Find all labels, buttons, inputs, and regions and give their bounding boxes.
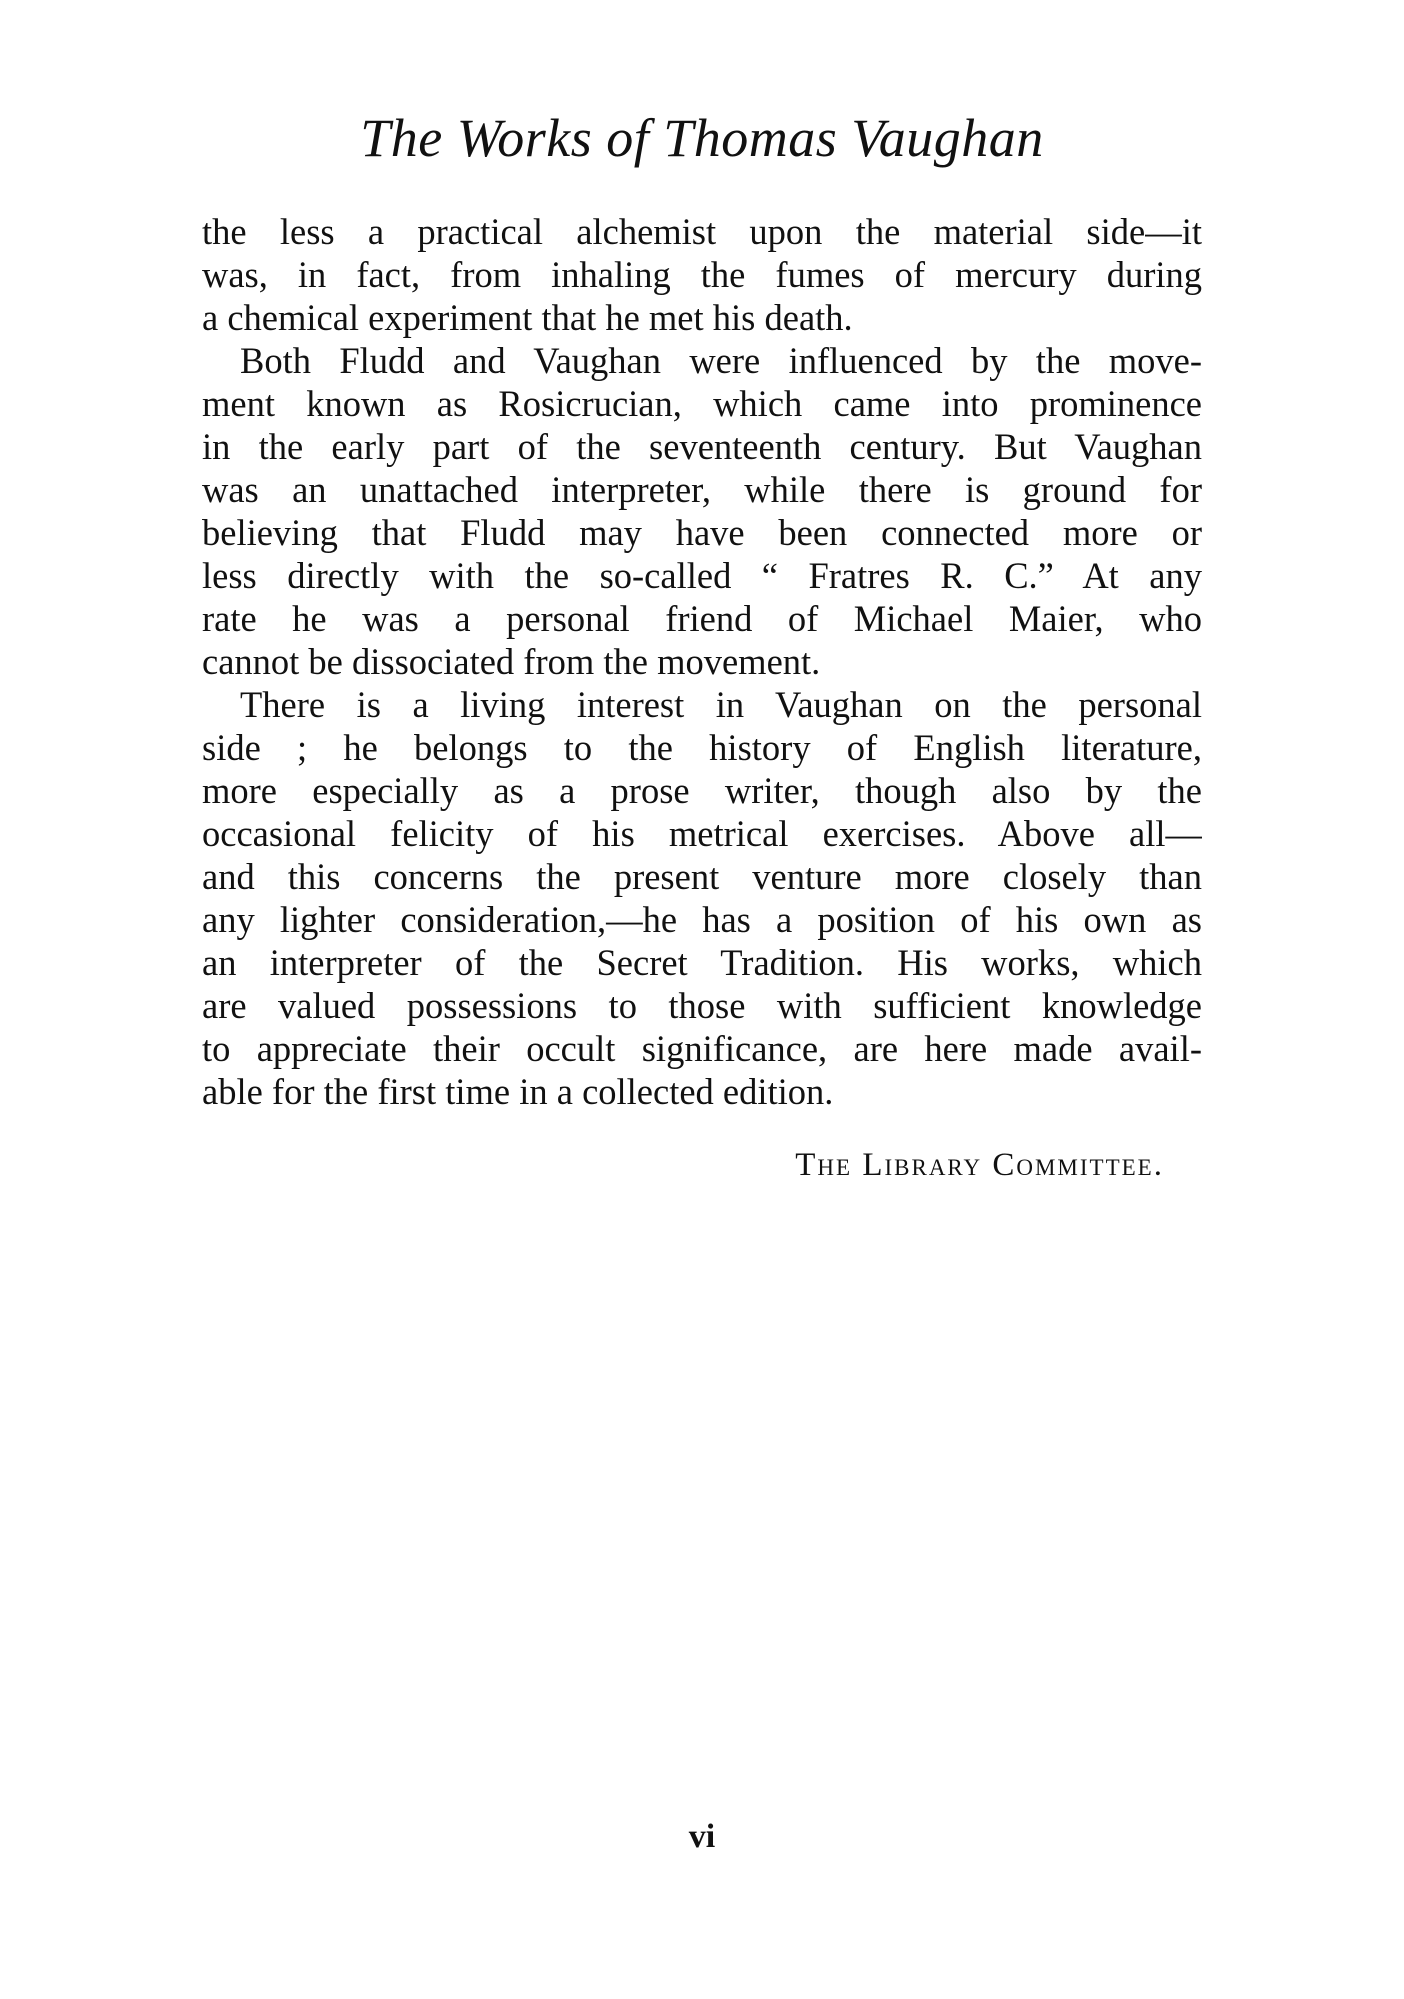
text-line: side ; he belongs to the history of English literature, (202, 727, 1202, 768)
text-line: to appreciate their occult significance, are here made avail- (202, 1028, 1202, 1069)
running-title: The Works of Thomas Vaughan (360, 108, 1044, 168)
text-line: was an unattached interpreter, while there is ground for (202, 469, 1202, 510)
text-line: occasional felicity of his metrical exercises. Above all— (202, 813, 1202, 854)
paragraph (202, 210, 1202, 339)
paragraph (202, 683, 1202, 1113)
text-line: any lighter consideration,—he has a position of his own as (202, 899, 1202, 940)
text-line: an interpreter of the Secret Tradition. His works, which (202, 942, 1202, 983)
text-line: and this concerns the present venture more closely than (202, 856, 1202, 897)
text-line: the less a practical alchemist upon the material side—it (202, 211, 1202, 252)
text-line: was, in fact, from inhaling the fumes of mercury during (202, 254, 1202, 295)
signature: The Library Committee. (795, 1147, 1164, 1183)
text-line: ment known as Rosicrucian, which came into prominence (202, 383, 1202, 424)
text-line: able for the first time in a collected edition. (202, 1071, 834, 1112)
text-line: believing that Fludd may have been connected more or (202, 512, 1202, 553)
text-line: cannot be dissociated from the movement. (202, 641, 821, 682)
text-line: are valued possessions to those with sufficient knowledge (202, 985, 1202, 1026)
text-line: a chemical experiment that he met his death. (202, 297, 853, 338)
body-text (202, 210, 1202, 1113)
page-number: vi (688, 1818, 716, 1855)
text-line: There is a living interest in Vaughan on the personal (240, 684, 1202, 725)
paragraph (202, 339, 1202, 683)
text-line: in the early part of the seventeenth century. But Vaughan (202, 426, 1202, 467)
text-line: rate he was a personal friend of Michael Maier, who (202, 598, 1202, 639)
text-line: less directly with the so-called “ Fratres R. C.” At any (202, 555, 1202, 596)
text-line: more especially as a prose writer, though also by the (202, 770, 1202, 811)
text-line: Both Fludd and Vaughan were influenced by the move- (240, 340, 1202, 381)
